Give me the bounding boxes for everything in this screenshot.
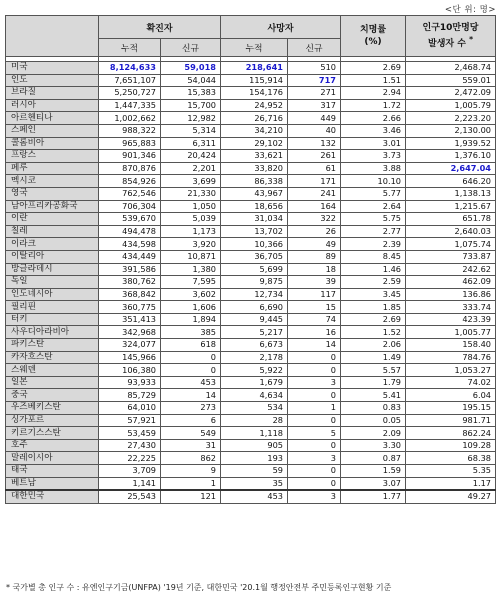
confirmed-total-cell: 106,380 [99,364,161,377]
deaths-total-cell: 905 [221,439,288,452]
confirmed-new-cell: 453 [161,376,221,389]
per-100k-cell: 1,939.52 [406,137,496,150]
country-cell: 인도 [6,74,99,87]
deaths-new-cell: 717 [288,74,341,87]
deaths-total-cell: 18,656 [221,200,288,213]
confirmed-new-cell: 14 [161,389,221,402]
country-cell: 우즈베키스탄 [6,402,99,415]
per-100k-cell: 2,130.00 [406,124,496,137]
deaths-new-cell: 261 [288,150,341,163]
per-100k-cell: 2,468.74 [406,62,496,75]
confirmed-total-cell: 53,459 [99,427,161,440]
fatality-rate-cell: 0.87 [341,452,406,465]
deaths-new-cell: 14 [288,339,341,352]
per-100k-cell: 158.40 [406,339,496,352]
deaths-new-cell: 1 [288,402,341,415]
confirmed-new-cell: 0 [161,351,221,364]
deaths-new-cell: 322 [288,213,341,226]
deaths-total-cell: 86,338 [221,175,288,188]
per-100k-cell: 733.87 [406,250,496,263]
fatality-rate-cell: 5.75 [341,213,406,226]
confirmed-new-cell: 5,039 [161,213,221,226]
deaths-new-cell: 15 [288,301,341,314]
fatality-rate-cell: 3.07 [341,477,406,490]
deaths-total-cell: 36,705 [221,250,288,263]
table-row [6,87,496,100]
confirmed-total-cell: 57,921 [99,414,161,427]
deaths-total-cell: 26,716 [221,112,288,125]
per-100k-cell: 1,005.79 [406,99,496,112]
confirmed-new-cell: 15,700 [161,99,221,112]
confirmed-total-cell: 360,775 [99,301,161,314]
deaths-new-cell: 16 [288,326,341,339]
fatality-rate-cell: 3.88 [341,162,406,175]
deaths-new-cell: 271 [288,87,341,100]
confirmed-total-cell: 25,543 [99,490,161,504]
deaths-new-cell: 171 [288,175,341,188]
deaths-total-cell: 35 [221,477,288,490]
deaths-total-cell: 5,922 [221,364,288,377]
footnote: * 국가별 총 인구 수 : 유엔인구기금(UNFPA) '19년 기준, 대한민국 '20.1월 행정안전부 주민등록인구현황 기준 [6,583,392,592]
country-header [6,16,99,57]
fatality-rate-cell: 2.77 [341,225,406,238]
country-cell: 페루 [6,162,99,175]
confirmed-new-cell: 385 [161,326,221,339]
table-row [6,452,496,465]
deaths-new-cell: 0 [288,389,341,402]
per-100k-cell: 109.28 [406,439,496,452]
deaths-total-cell: 43,967 [221,187,288,200]
table-row [6,288,496,301]
deaths-total-cell: 193 [221,452,288,465]
country-cell: 이라크 [6,238,99,251]
confirmed-total-cell: 391,586 [99,263,161,276]
unit-label: <단 위: 명> [444,5,496,15]
confirmed-new-cell: 1,173 [161,225,221,238]
country-cell: 말레이시아 [6,452,99,465]
deaths-total-cell: 534 [221,402,288,415]
table-row [6,62,496,75]
table-row [6,402,496,415]
confirmed-new-cell: 3,602 [161,288,221,301]
confirmed-new-cell: 6,311 [161,137,221,150]
confirmed-total-cell: 706,304 [99,200,161,213]
deaths-new-cell: 117 [288,288,341,301]
country-cell: 독일 [6,276,99,289]
per-100k-cell: 1.17 [406,477,496,490]
table-row [6,339,496,352]
fatality-rate-cell: 0.05 [341,414,406,427]
incidence-label-line1: 인구10만명당 [422,23,479,33]
per-100k-cell: 1,005.77 [406,326,496,339]
fatality-rate-cell: 5.57 [341,364,406,377]
fatality-rate-cell: 1.72 [341,99,406,112]
deaths-new-cell: 89 [288,250,341,263]
confirmed-total-cell: 64,010 [99,402,161,415]
confirmed-new-cell: 7,595 [161,276,221,289]
fatality-rate-cell: 1.79 [341,376,406,389]
deaths-total-cell: 1,118 [221,427,288,440]
deaths-new-cell: 317 [288,99,341,112]
per-100k-cell: 462.09 [406,276,496,289]
confirmed-total-cell: 27,430 [99,439,161,452]
per-100k-cell: 1,215.67 [406,200,496,213]
confirmed-total-cell: 762,546 [99,187,161,200]
country-cell: 러시아 [6,99,99,112]
table-row [6,238,496,251]
country-cell: 스페인 [6,124,99,137]
table-row [6,326,496,339]
per-100k-cell: 2,223.20 [406,112,496,125]
confirmed-total-cell: 93,933 [99,376,161,389]
country-cell: 이탈리아 [6,250,99,263]
confirmed-total-cell: 988,322 [99,124,161,137]
confirmed-header: 확진자 [99,16,221,39]
country-cell: 태국 [6,465,99,478]
deaths-total-cell: 154,176 [221,87,288,100]
country-cell: 브라질 [6,87,99,100]
confirmed-new-cell: 9 [161,465,221,478]
per-100k-cell: 862.24 [406,427,496,440]
country-cell: 프랑스 [6,150,99,163]
fatality-rate-cell: 1.52 [341,326,406,339]
confirmed-total-cell: 7,651,107 [99,74,161,87]
per-100k-cell: 5.35 [406,465,496,478]
table-row [6,137,496,150]
confirmed-total-cell: 3,709 [99,465,161,478]
fatality-rate-cell: 2.69 [341,313,406,326]
deaths-new-cell: 0 [288,364,341,377]
deaths-new-cell: 61 [288,162,341,175]
deaths-new-cell: 0 [288,465,341,478]
confirmed-total-cell: 965,883 [99,137,161,150]
deaths-new-cell: 0 [288,439,341,452]
confirmed-total-cell: 5,250,727 [99,87,161,100]
fatality-rate-cell: 5.41 [341,389,406,402]
table-row [6,187,496,200]
fatality-label: 치명률 [359,25,387,35]
confirmed-total-cell: 368,842 [99,288,161,301]
country-cell: 일본 [6,376,99,389]
per-100k-cell: 2,472.09 [406,87,496,100]
confirmed-new-cell: 618 [161,339,221,352]
table-row [6,200,496,213]
deaths-total-cell: 31,034 [221,213,288,226]
confirmed-new-cell: 549 [161,427,221,440]
deaths-new-cell: 40 [288,124,341,137]
fatality-rate-cell: 2.09 [341,427,406,440]
confirmed-new-cell: 1,380 [161,263,221,276]
country-cell: 인도네시아 [6,288,99,301]
table-row [6,376,496,389]
fatality-rate-cell: 2.64 [341,200,406,213]
deaths-new-cell: 164 [288,200,341,213]
table-row [6,124,496,137]
deaths-new-cell: 3 [288,376,341,389]
table-row [6,99,496,112]
country-cell: 호주 [6,439,99,452]
fatality-rate-cell: 8.45 [341,250,406,263]
table-row [6,112,496,125]
table-row [6,250,496,263]
confirmed-new-cell: 1,050 [161,200,221,213]
fatality-rate-cell: 1.51 [341,74,406,87]
deaths-new-cell: 26 [288,225,341,238]
deaths-total-cell: 6,673 [221,339,288,352]
fatality-rate-cell: 3.46 [341,124,406,137]
deaths-new-cell: 49 [288,238,341,251]
per-100k-cell: 2,647.04 [406,162,496,175]
table-row [6,263,496,276]
table-row [6,389,496,402]
fatality-rate-cell: 3.73 [341,150,406,163]
covid-stats-table [5,15,496,504]
country-cell: 싱가포르 [6,414,99,427]
deaths-total-cell: 28 [221,414,288,427]
deaths-total-cell: 218,641 [221,62,288,75]
confirmed-new-cell: 31 [161,439,221,452]
fatality-rate-cell: 2.39 [341,238,406,251]
fatality-rate-cell: 5.77 [341,187,406,200]
deaths-new-cell: 241 [288,187,341,200]
confirmed-total-cell: 342,968 [99,326,161,339]
deaths-header: 사망자 [221,16,341,39]
country-cell: 미국 [6,62,99,75]
deaths-total-cell: 1,679 [221,376,288,389]
confirmed-new-cell: 1,894 [161,313,221,326]
confirmed-new-cell: 21,330 [161,187,221,200]
deaths-cumulative-header: 누적 [221,39,288,57]
confirmed-total-cell: 22,225 [99,452,161,465]
table-row [6,162,496,175]
deaths-new-cell: 39 [288,276,341,289]
confirmed-new-cell: 12,982 [161,112,221,125]
deaths-total-cell: 9,875 [221,276,288,289]
deaths-new-cell: 74 [288,313,341,326]
country-cell: 키르기스스탄 [6,427,99,440]
deaths-total-cell: 4,634 [221,389,288,402]
per-100k-cell: 559.01 [406,74,496,87]
per-100k-cell: 784.76 [406,351,496,364]
deaths-new-cell: 0 [288,477,341,490]
per-100k-cell: 136.86 [406,288,496,301]
per-100k-cell: 1,376.10 [406,150,496,163]
per-100k-cell: 6.04 [406,389,496,402]
fatality-rate-cell: 2.94 [341,87,406,100]
country-cell: 필리핀 [6,301,99,314]
confirmed-total-cell: 324,077 [99,339,161,352]
deaths-total-cell: 5,699 [221,263,288,276]
deaths-total-cell: 9,445 [221,313,288,326]
table-row [6,351,496,364]
country-cell: 스웨덴 [6,364,99,377]
per-100k-cell: 423.39 [406,313,496,326]
confirmed-new-cell: 15,383 [161,87,221,100]
deaths-total-cell: 10,366 [221,238,288,251]
confirmed-new-cell: 1 [161,477,221,490]
per-100k-cell: 651.78 [406,213,496,226]
confirmed-new-cell: 6 [161,414,221,427]
incidence-footnote-mark: * [469,35,473,44]
confirmed-total-cell: 351,413 [99,313,161,326]
fatality-rate-cell: 2.59 [341,276,406,289]
deaths-total-cell: 6,690 [221,301,288,314]
deaths-new-cell: 18 [288,263,341,276]
fatality-rate-cell: 0.83 [341,402,406,415]
country-cell: 터키 [6,313,99,326]
confirmed-new-cell: 5,314 [161,124,221,137]
incidence-header [406,16,496,57]
confirmed-total-cell: 380,762 [99,276,161,289]
country-cell: 대한민국 [6,490,99,504]
confirmed-new-cell: 0 [161,364,221,377]
per-100k-cell: 1,075.74 [406,238,496,251]
fatality-rate-cell: 1.49 [341,351,406,364]
table-row [6,427,496,440]
per-100k-cell: 68.38 [406,452,496,465]
table-row [6,225,496,238]
country-cell: 중국 [6,389,99,402]
table-row [6,74,496,87]
table-row [6,276,496,289]
confirmed-total-cell: 1,447,335 [99,99,161,112]
fatality-rate-cell: 1.77 [341,490,406,504]
fatality-rate-cell: 2.69 [341,62,406,75]
table-row [6,313,496,326]
fatality-rate-cell: 3.01 [341,137,406,150]
deaths-total-cell: 13,702 [221,225,288,238]
deaths-new-cell: 132 [288,137,341,150]
confirmed-new-cell: 2,201 [161,162,221,175]
per-100k-cell: 195.15 [406,402,496,415]
confirmed-total-cell: 85,729 [99,389,161,402]
per-100k-cell: 981.71 [406,414,496,427]
table-body [6,62,496,504]
confirmed-new-cell: 10,871 [161,250,221,263]
fatality-rate-cell: 1.46 [341,263,406,276]
confirmed-total-cell: 1,141 [99,477,161,490]
deaths-total-cell: 59 [221,465,288,478]
country-cell: 영국 [6,187,99,200]
fatality-unit: (%) [364,37,382,47]
deaths-new-header: 신규 [288,39,341,57]
deaths-new-cell: 3 [288,452,341,465]
confirmed-new-cell: 3,920 [161,238,221,251]
per-100k-cell: 1,138.13 [406,187,496,200]
deaths-total-cell: 24,952 [221,99,288,112]
country-cell: 베트남 [6,477,99,490]
fatality-rate-cell: 2.66 [341,112,406,125]
deaths-total-cell: 115,914 [221,74,288,87]
deaths-total-cell: 29,102 [221,137,288,150]
confirmed-total-cell: 539,670 [99,213,161,226]
confirmed-new-cell: 121 [161,490,221,504]
incidence-label-line2: 발생자 수 [428,39,466,49]
fatality-rate-cell: 2.06 [341,339,406,352]
country-cell: 카자흐스탄 [6,351,99,364]
country-cell: 남아프리카공화국 [6,200,99,213]
fatality-header [341,16,406,57]
country-cell: 방글라데시 [6,263,99,276]
confirmed-new-header: 신규 [161,39,221,57]
confirmed-new-cell: 54,044 [161,74,221,87]
country-cell: 아르헨티나 [6,112,99,125]
header-row-1 [6,16,496,39]
table-row [6,364,496,377]
per-100k-cell: 646.20 [406,175,496,188]
deaths-new-cell: 449 [288,112,341,125]
confirmed-total-cell: 1,002,662 [99,112,161,125]
table-row [6,301,496,314]
fatality-rate-cell: 1.59 [341,465,406,478]
country-cell: 멕시코 [6,175,99,188]
deaths-new-cell: 3 [288,490,341,504]
per-100k-cell: 333.74 [406,301,496,314]
confirmed-new-cell: 59,018 [161,62,221,75]
deaths-new-cell: 5 [288,427,341,440]
deaths-new-cell: 0 [288,351,341,364]
country-cell: 이란 [6,213,99,226]
confirmed-new-cell: 1,606 [161,301,221,314]
deaths-total-cell: 34,210 [221,124,288,137]
country-cell: 칠레 [6,225,99,238]
table-row [6,150,496,163]
confirmed-new-cell: 3,699 [161,175,221,188]
confirmed-new-cell: 20,424 [161,150,221,163]
deaths-total-cell: 33,621 [221,150,288,163]
deaths-total-cell: 33,820 [221,162,288,175]
table-row [6,175,496,188]
table-row [6,213,496,226]
confirmed-cumulative-header: 누적 [99,39,161,57]
confirmed-total-cell: 434,449 [99,250,161,263]
korea-row [6,490,496,504]
fatality-rate-cell: 3.45 [341,288,406,301]
country-cell: 사우디아라비아 [6,326,99,339]
per-100k-cell: 74.02 [406,376,496,389]
table-row [6,465,496,478]
country-cell: 콜롬비아 [6,137,99,150]
confirmed-new-cell: 273 [161,402,221,415]
deaths-total-cell: 2,178 [221,351,288,364]
deaths-total-cell: 453 [221,490,288,504]
per-100k-cell: 2,640.03 [406,225,496,238]
per-100k-cell: 1,053.27 [406,364,496,377]
deaths-new-cell: 510 [288,62,341,75]
confirmed-total-cell: 870,876 [99,162,161,175]
confirmed-total-cell: 8,124,633 [99,62,161,75]
confirmed-total-cell: 854,926 [99,175,161,188]
confirmed-total-cell: 145,966 [99,351,161,364]
fatality-rate-cell: 10.10 [341,175,406,188]
confirmed-new-cell: 862 [161,452,221,465]
table-row [6,414,496,427]
country-cell: 파키스탄 [6,339,99,352]
table-row [6,439,496,452]
confirmed-total-cell: 901,346 [99,150,161,163]
fatality-rate-cell: 1.85 [341,301,406,314]
deaths-new-cell: 0 [288,414,341,427]
per-100k-cell: 242.62 [406,263,496,276]
per-100k-cell: 49.27 [406,490,496,504]
confirmed-total-cell: 494,478 [99,225,161,238]
deaths-total-cell: 5,217 [221,326,288,339]
fatality-rate-cell: 3.30 [341,439,406,452]
deaths-total-cell: 12,734 [221,288,288,301]
confirmed-total-cell: 434,598 [99,238,161,251]
table-row [6,477,496,490]
